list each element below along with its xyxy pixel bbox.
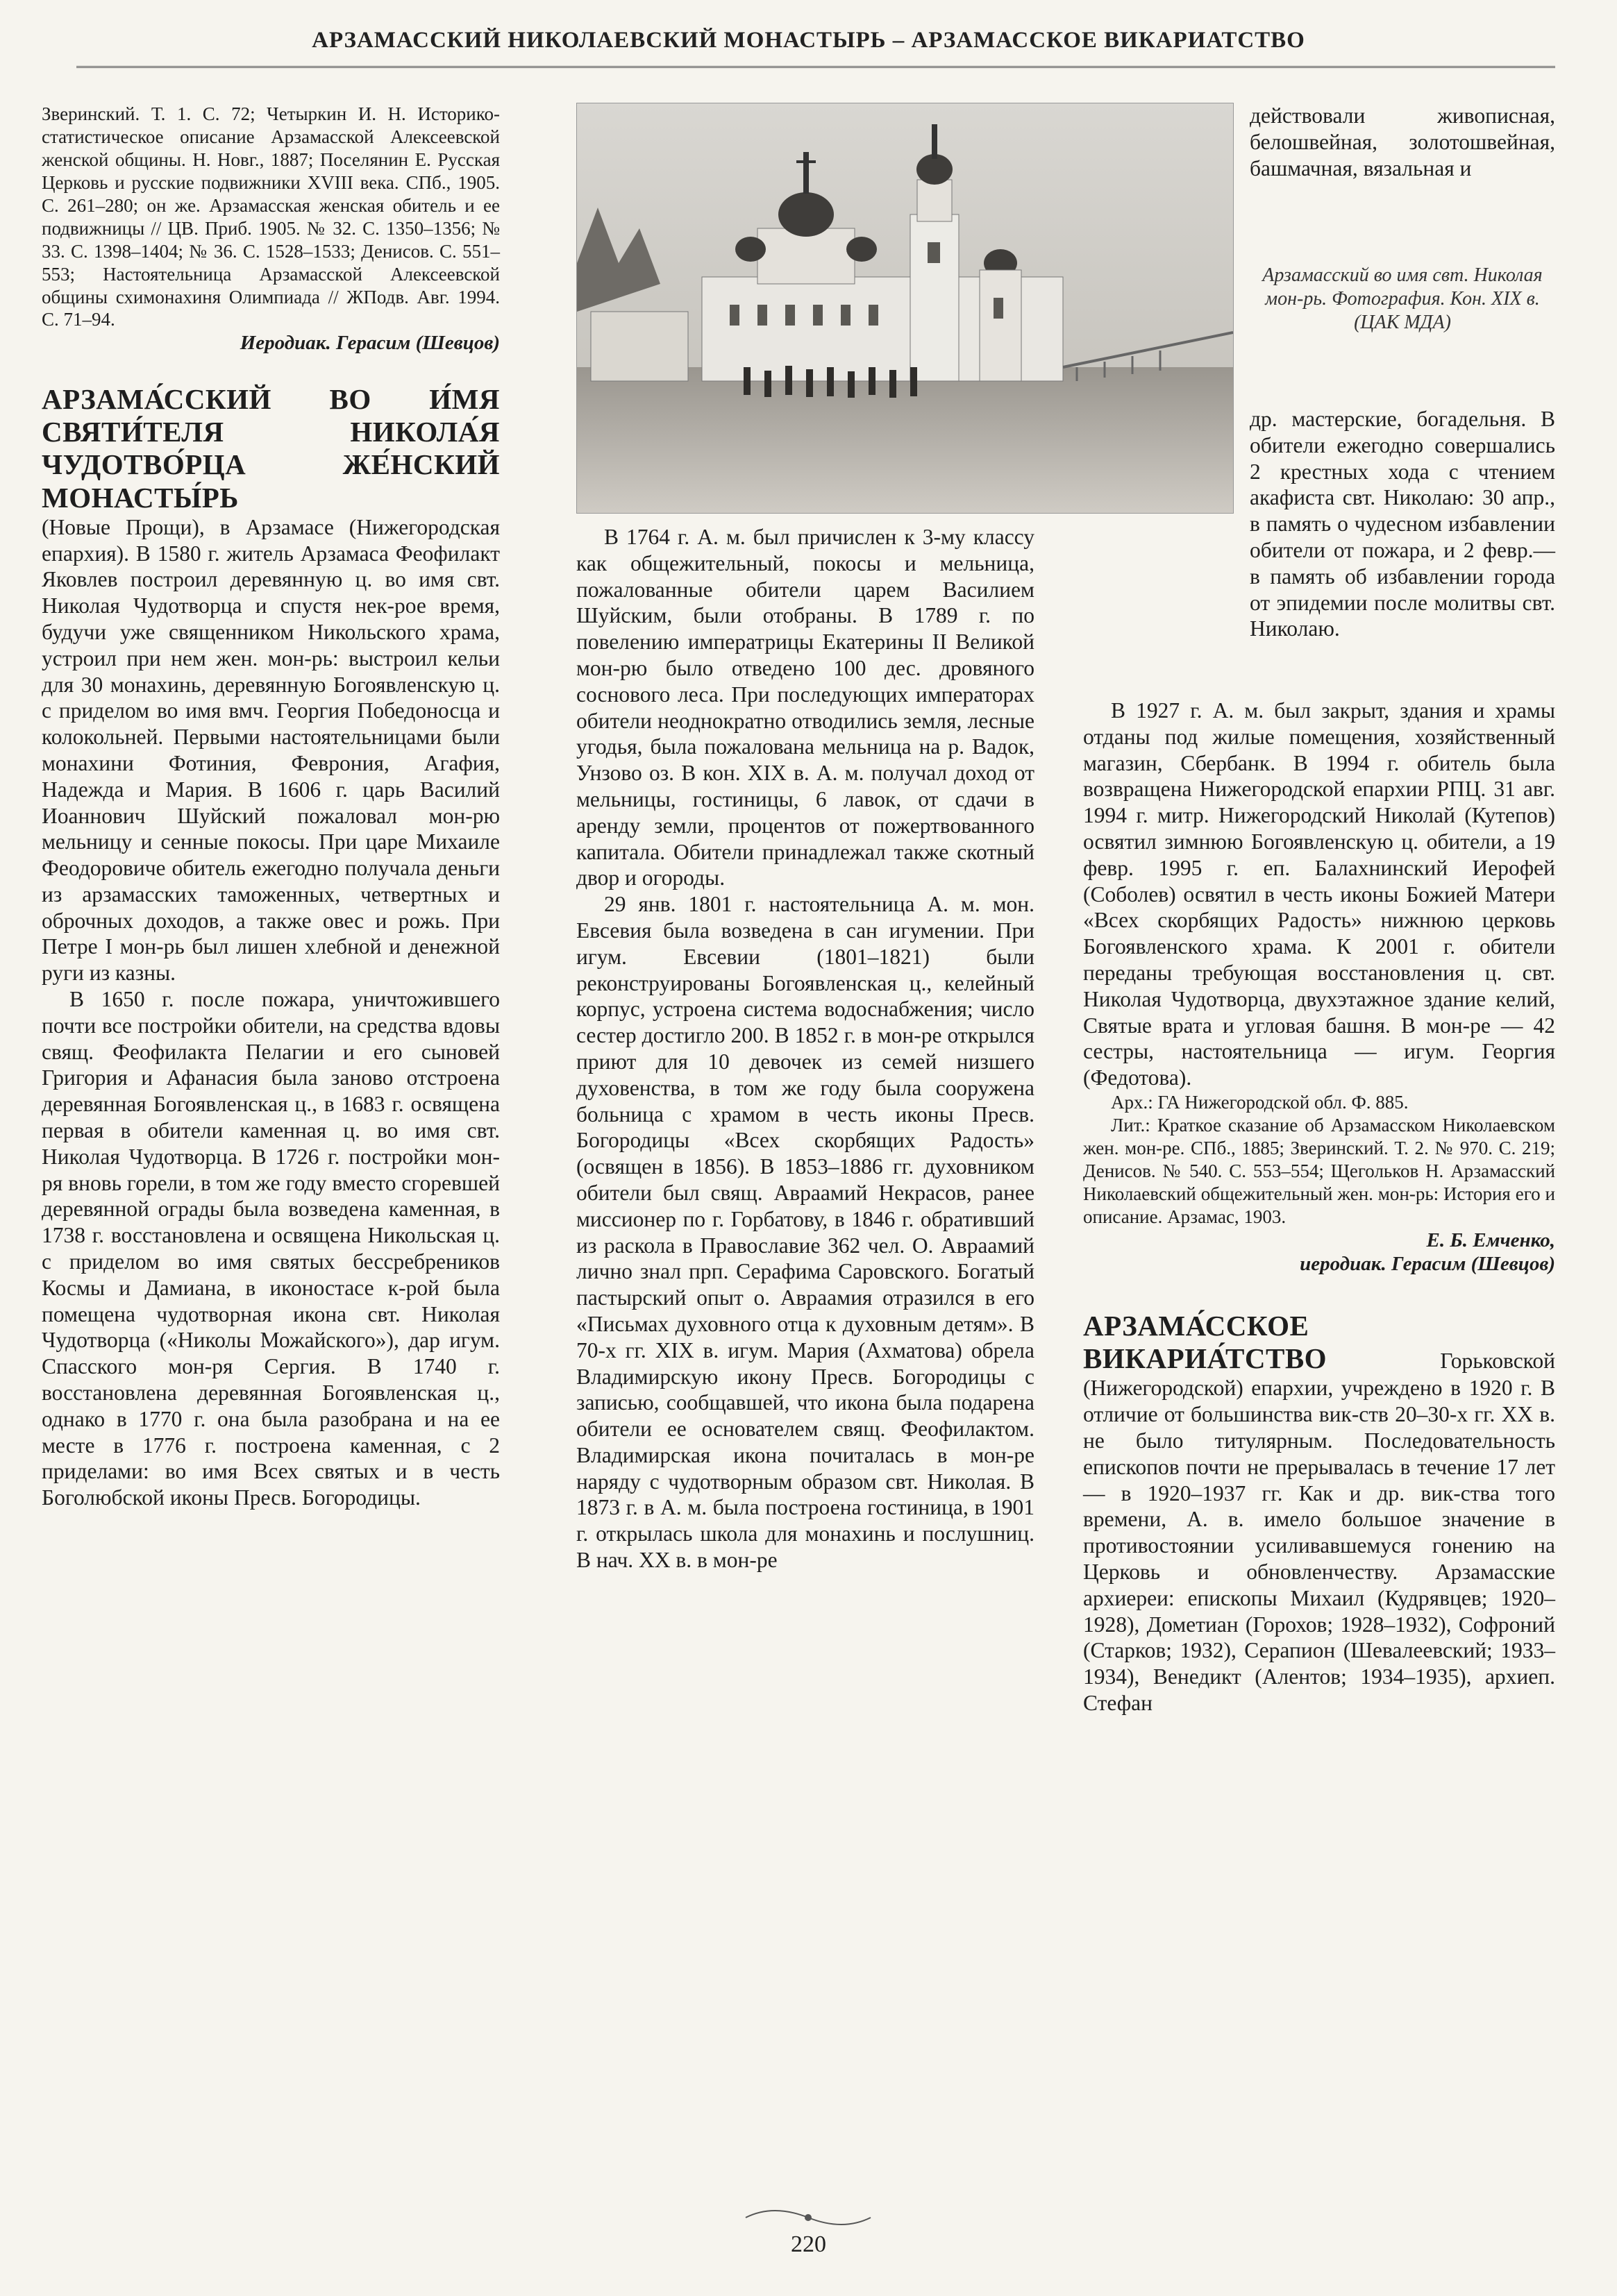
- paragraph-vicariate: [1083, 1310, 1555, 1716]
- paragraph-intro: (Новые Прощи), в Арзамасе (Нижегородская епархия). В 1580 г. житель Арзамаса Феофилакт Яковлев построил деревянную ц. во имя свт. Николая Чудотворца и спустя нек-рое время, будучи уже священником Никольского храма, устроил при нем жен. мон-рь: выстроил кельи для 30 монахинь, деревянную Богоявленскую ц. с приделом во имя вмч. Георгия Победоносца и колокольней. Первыми настоятельницами были монахини Фотиния, Феврония, Агафия, Надежда и Мария. В 1606 г. царь Василий Иоаннович Шуйский пожаловал мон-рю мельницу и сенные покосы. При царе Михаиле Феодоровиче обитель ежегодно получала деньги из арзамасских таможенных, четвертных и оброчных доходов, а также овес и рожь. При Петре I мон-рь был лишен хлебной и денежной руги из казны.: [42, 514, 500, 986]
- header-rule: [76, 66, 1555, 68]
- article-title-vicariate: АРЗАМА́ССКОЕ ВИКАРИА́ТСТВО: [1083, 1310, 1327, 1375]
- author-signature-2a: Е. Б. Емченко,: [1426, 1229, 1555, 1251]
- paragraph-1764: В 1764 г. А. м. был причислен к 3-му классу как общежительный, покосы и мельница, пожалованные обители царем Василием Шуйским, были отобраны. В 1789 г. по повелению императрицы Екатерины II Великой мон-рю было отведено 100 дес. дровяного соснового леса. При последующих императорах обители неоднократно отводились земля, лесные угодья, была пожалована мельница на р. Вадок, Унзово оз. В кон. XIX в. А. м. получал доход от мельницы, гостиницы, 6 лавок, от сдачи в аренду земли, процентов от пожертвованного капитала. Обители принадлежал также скотный двор и огороды.: [576, 525, 1034, 890]
- page-number: 220: [791, 2231, 826, 2257]
- column-2: [576, 524, 1034, 1573]
- column-1: [42, 103, 500, 1511]
- author-signature-2b: иеродиак. Герасим (Шевцов): [1300, 1253, 1555, 1276]
- bibliography-1: Зверинский. Т. 1. С. 72; Четыркин И. Н. Историко-статистическое описание Арзамасской Алексеевской женской общины. Н. Новг., 1887; Поселянин Е. Русская Церковь и русские подвижники XVIII века. СПб., 1905. С. 261–280; он же. Арзамасская женская обитель и ее подвижницы // ЦВ. Приб. 1905. № 32. С. 1350–1356; № 33. С. 1398–1404; № 36. С. 1528–1533; Денисов. С. 551–553; Настоятельница Арзамасской Алексеевской общины схимонахиня Олимпиада // ЖПодв. Авг. 1994. С. 71–94.: [42, 103, 500, 330]
- literature-reference: Лит.: Краткое сказание об Арзамасском Николаевском жен. мон-ре. СПб., 1885; Зверинский. Т. 2. № 970. С. 219; Денисов. № 540. С. 553–554; Щегольков Н. Арзамасский Николаевский общежительный жен. мон-рь: История его и описание. Арзамас, 1903.: [1083, 1114, 1555, 1227]
- author-signature-1: Иеродиак. Герасим (Шевцов): [240, 332, 500, 355]
- paragraph-1801: 29 янв. 1801 г. настоятельница А. м. мон. Евсевия была возведена в сан игумении. При игум. Евсевии (1801–1821) были реконструированы Богоявленская ц., келейный корпус, устроена система водоснабжения; число сестер достигло 200. В 1852 г. в мон-ре открылся приют для 10 девочек из семей низшего духовенства, в том же году была сооружена больница с храмом в честь иконы Пресв. Богородицы «Всех скорбящих Радость» (освящен в 1856). В 1853–1886 гг. духовником обители был свящ. Авраамий Некрасов, ранее миссионер по г. Горбатову, в 1846 г. обративший из раскола в Православие 362 чел. О. Авраамий лично знал прп. Серафима Саровского. Богатый пастырский опыт о. Авраамия отразился в его «Письмах духовного отца к духовным детям». В 70-х гг. XIX в. игум. Мария (Ахматова) обрела Владимирскую икону Пресв. Богородицы с записью, сообщавшей, что икона была подарена обители ее основателем свящ. Феофилактом. Владимирская икона почиталась в мон-ре наряду с чудотворным образом свт. Николая. В 1873 г. в А. м. была построена гостиница, в 1901 г. открылась школа для монахинь и послушниц. В нач. XX в. в мон-ре: [576, 892, 1034, 1573]
- paragraph-1650: В 1650 г. после пожара, уничтожившего почти все постройки обители, на средства вдовы свящ. Феофилакта Пелагии и его сыновей Григория и Афанасия была заново отстроена деревянная Богоявленская ц., в 1683 г. освящена первая в обители каменная ц. во имя свт. Николая Чудотворца. В 1726 г. постройки мон-ря вновь горели, в том же году вместо сгоревшей деревянной ограды была возведена каменная, в 1738 г. восстановлена и освящена Никольская ц. с приделом во имя святых бессребреников Космы и Дамиана, в иконостасе к-рой была помещена чудотворная икона свт. Николая Чудотворца («Николы Можайского»), дар игум. Спасского мон-ря Сергия. В 1740 г. восстановлена деревянная Богоявленская ц., однако в 1770 г. она была разобрана и на ее месте в 1776 г. построена каменная, с 2 приделами: во имя Всех святых и в честь Боголюбской иконы Пресв. Богородицы.: [42, 987, 500, 1510]
- column-3-wrap-top: действовали живописная, белошвейная, золотошвейная, башмачная, вязальная и: [1250, 103, 1555, 180]
- monastery-photo: [576, 103, 1234, 514]
- archive-reference: Арх.: ГА Нижегородской обл. Ф. 885.: [1111, 1091, 1409, 1113]
- column-3: [1083, 698, 1555, 1716]
- vicariate-text: Горьковской (Нижегородской) епархии, учреждено в 1920 г. В отличие от большинства вик-ств 20–30-х гг. XX в. не было титулярным. Последовательность епископов почти не прерывалась в течение 17 лет — в 1920–1937 гг. Как и др. вик-ства того времени, А. в. имело большое значение в противостоянии усиливавшемуся гонению на Церковь и обновленчеству. Арзамасские архиереи: епископы Михаил (Кудрявцев; 1920–1928), Дометиан (Горохов; 1928–1932), Софроний (Старков; 1932), Серапион (Шевалеевский; 1933–1934), Венедикт (Алентов; 1934–1935), архиеп. Стефан: [1083, 1349, 1555, 1716]
- folio-ornament: [739, 2204, 878, 2231]
- paragraph-1927: В 1927 г. А. м. был закрыт, здания и храмы отданы под жилые помещения, хозяйственный магазин, Сбербанк. В 1994 г. обитель была возвращена Нижегородской епархии РПЦ. 31 авг. 1994 г. митр. Нижегородский Николай (Кутепов) освятил зимнюю Богоявленскую ц. обители, а 19 февр. 1995 г. еп. Балахнинский Иерофей (Соболев) освятил в честь иконы Божией Матери «Всех скорбящих Радость» нижнюю церковь Богоявленского храма. К 2001 г. обители переданы требующая восстановления ц. свт. Николая Чудотворца, двухэтажное здание келий, Святые врата и угловая башня. В мон-ре — 42 сестры, настоятельница — игум. Георгия (Федотова).: [1083, 698, 1555, 1090]
- column-3-wrap-mid: др. мастерские, богадельня. В обители ежегодно совершались 2 крестных хода с чтением акафиста свт. Николаю: 30 апр., в память о чудесном избавлении обители от пожара, и 2 февр.— в память об избавлении города от эпидемии после молитвы свт. Николаю.: [1250, 407, 1555, 641]
- article-title-monastery: АРЗАМА́ССКИЙ ВО И́МЯ СВЯТИ́ТЕЛЯ НИКОЛА́Я ЧУДОТВО́РЦА ЖЕ́НСКИЙ МОНАСТЫ́РЬ: [42, 383, 500, 514]
- running-head: АРЗАМАССКИЙ НИКОЛАЕВСКИЙ МОНАСТЫРЬ – АРЗАМАССКОЕ ВИКАРИАТСТВО: [312, 28, 1305, 53]
- photo-caption: Арзамасский во имя свт. Николая мон-рь. Фотография. Кон. XIX в. (ЦАК МДА): [1262, 264, 1543, 334]
